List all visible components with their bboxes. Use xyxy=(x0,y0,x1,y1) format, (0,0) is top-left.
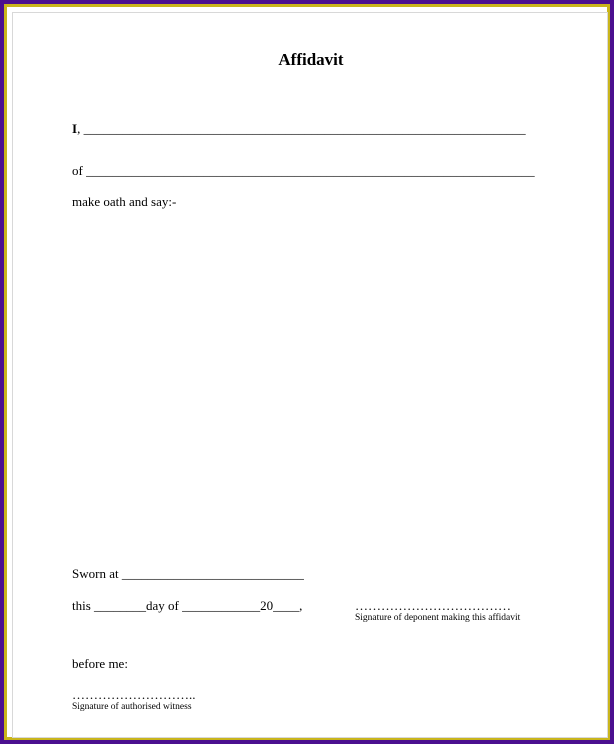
deponent-address-line: of _____________________________________________________________________ xyxy=(72,163,535,178)
document-title: Affidavit xyxy=(278,50,344,69)
deponent-signature-line: ……………………………… xyxy=(355,598,511,613)
deponent-name-blank: , ____________________________________________________________________ xyxy=(77,121,526,136)
before-me-label: before me: xyxy=(72,656,128,671)
oath-statement: make oath and say:- xyxy=(72,194,177,209)
witness-signature-line: ……………………….. xyxy=(72,687,196,702)
witness-signature-caption: Signature of authorised witness xyxy=(72,702,192,712)
deponent-name-line xyxy=(72,121,526,137)
date-line: this ________day of ____________20____, xyxy=(72,598,303,613)
page-frame xyxy=(4,4,610,740)
document-page xyxy=(12,12,608,738)
deponent-signature-caption: Signature of deponent making this affidavit xyxy=(355,613,521,623)
deponent-prefix: I xyxy=(72,121,78,136)
sworn-at-line: Sworn at ____________________________ xyxy=(72,566,304,581)
